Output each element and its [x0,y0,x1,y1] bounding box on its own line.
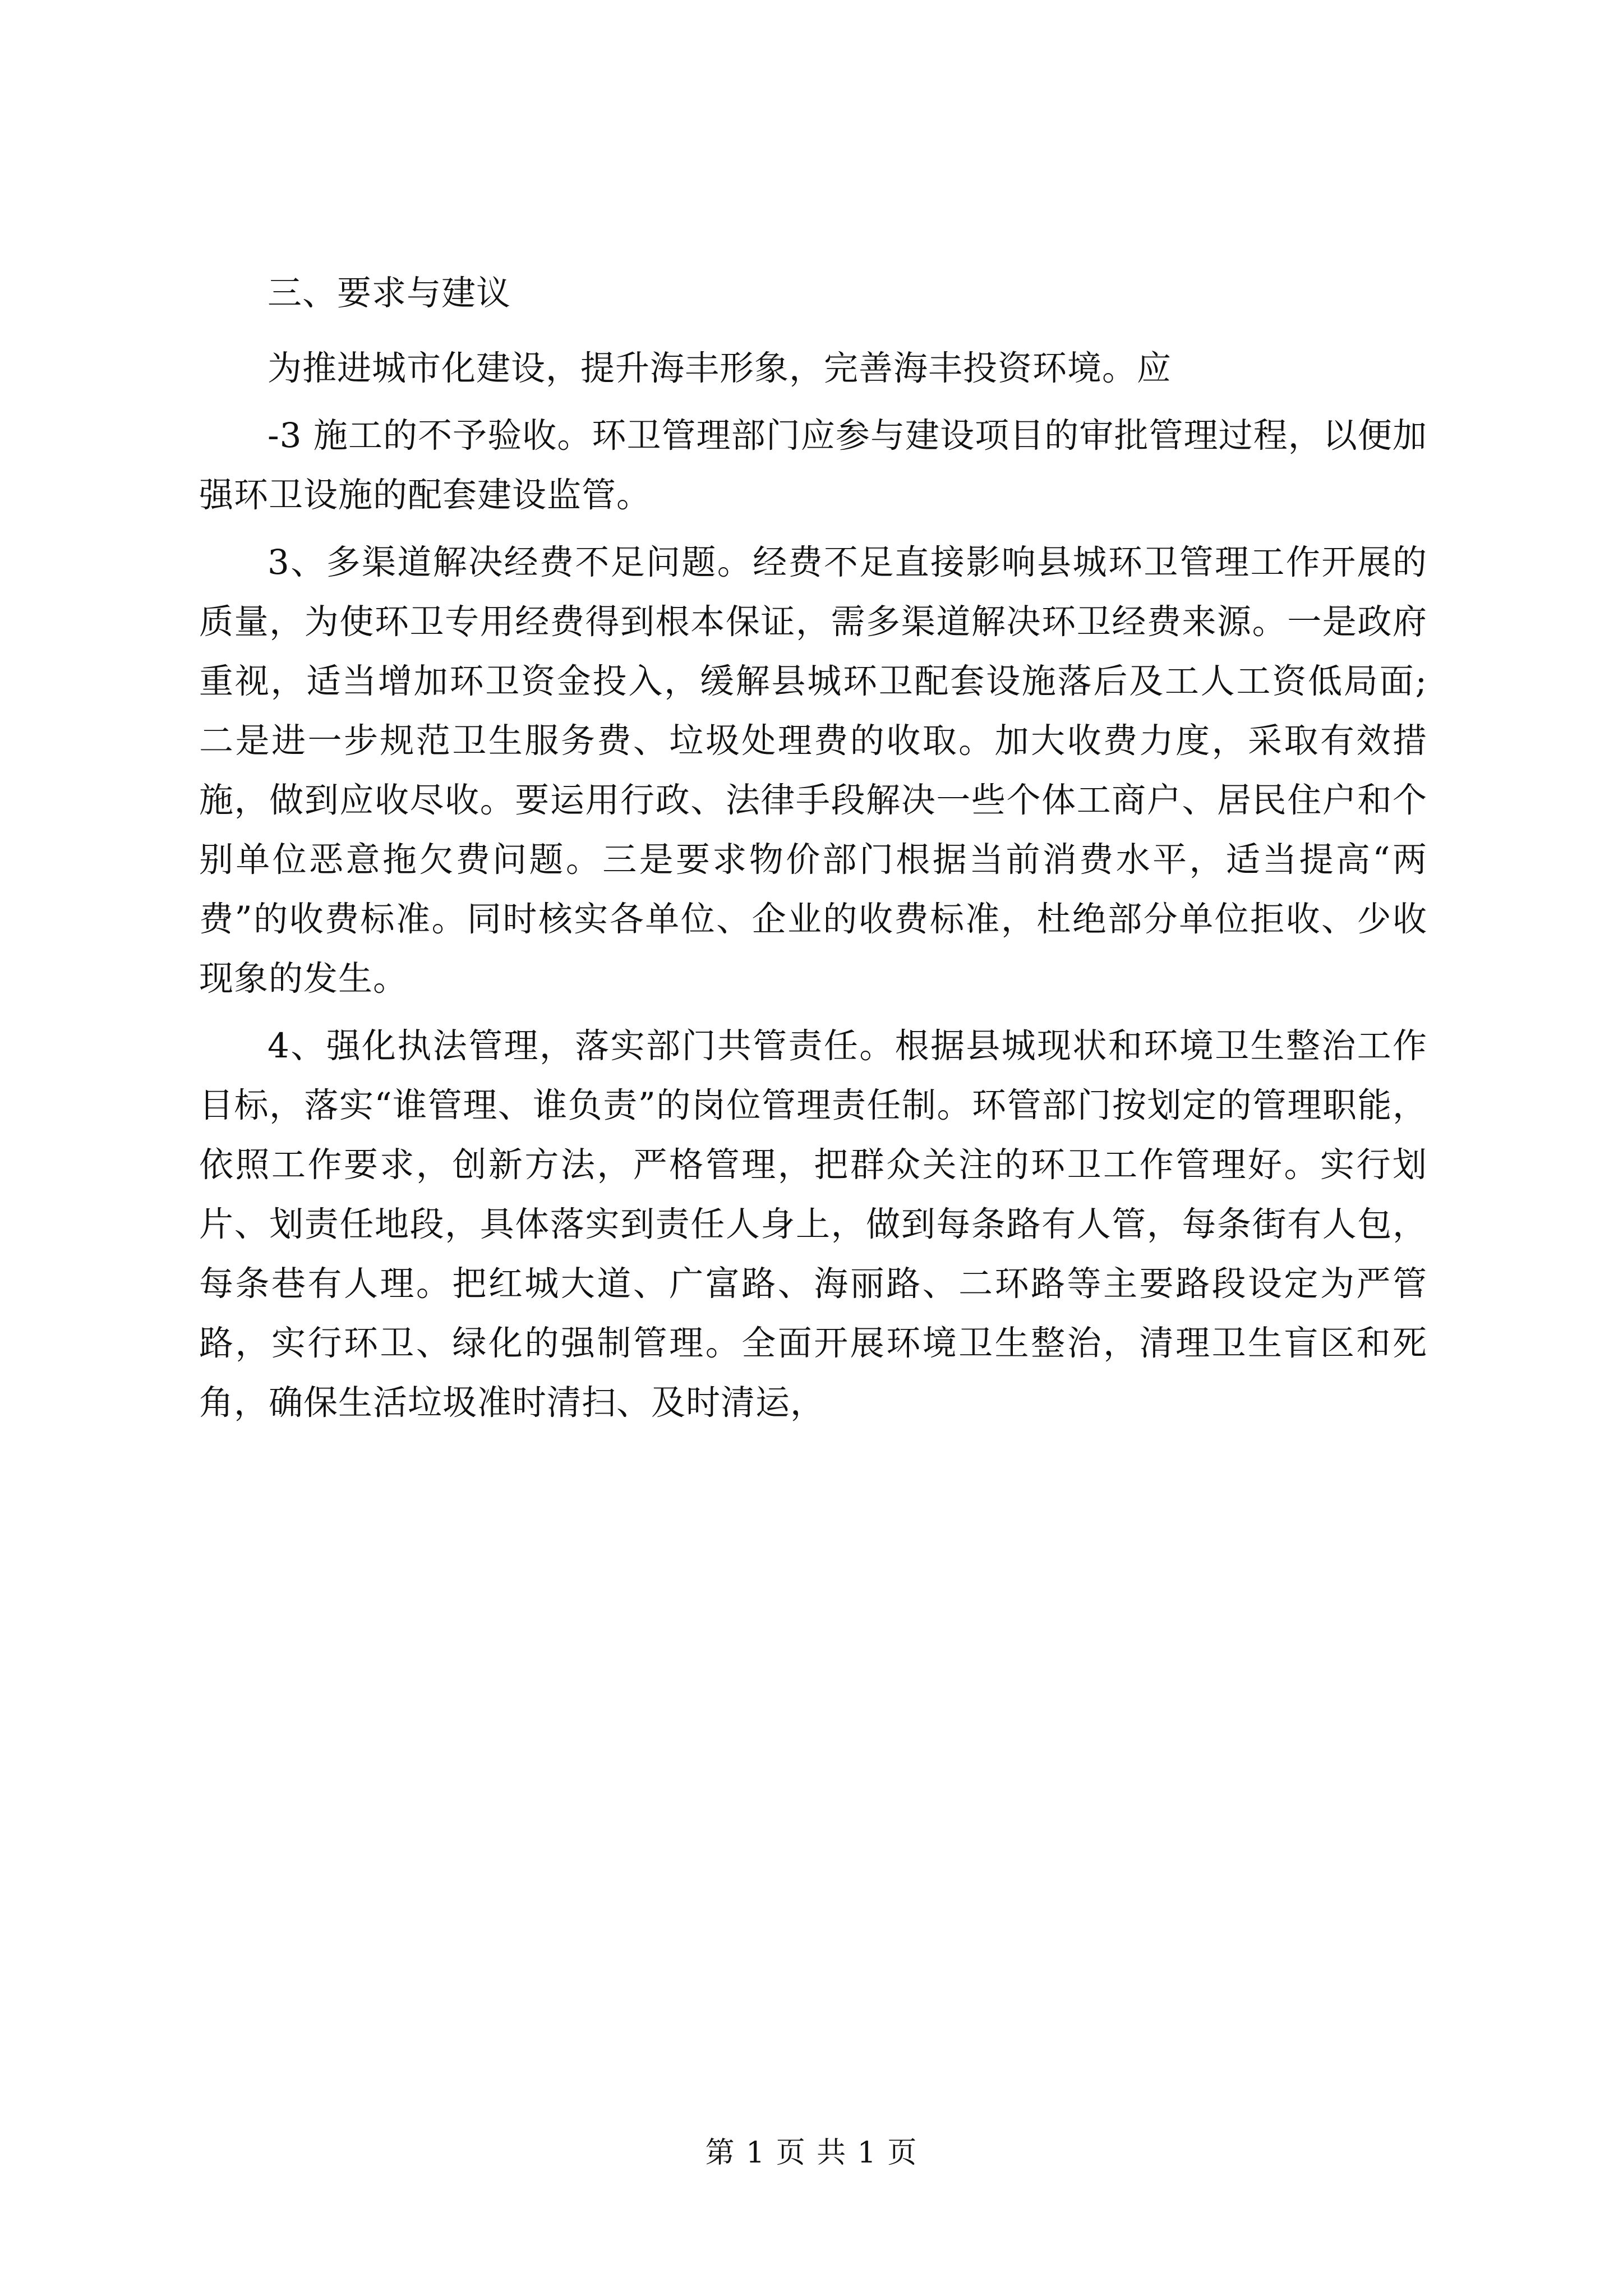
page-footer: 第 1 页 共 1 页 [705,2136,918,2170]
document-body [199,264,1427,1441]
paragraph-4: 4、强化执法管理，落实部门共管责任。根据县城现状和环境卫生整治工作目标，落实“谁管理、谁负责”的岗位管理责任制。环管部门按划定的管理职能，依照工作要求，创新方法，严格管理，把群众关注的环卫工作管理好。实行划片、划责任地段，具体落实到责任人身上，做到每条路有人管，每条街有人包，每条巷有人理。把红城大道、广富路、海丽路、二环路等主要路段设定为严管路，实行环卫、绿化的强制管理。全面开展环境卫生整治，清理卫生盲区和死角，确保生活垃圾准时清扫、及时清运， [199,1026,1427,1423]
paragraph-2: -3 施工的不予验收。环卫管理部门应参与建设项目的审批管理过程，以便加强环卫设施的配套建设监管。 [199,416,1427,515]
paragraph-3: 3、多渠道解决经费不足问题。经费不足直接影响县城环卫管理工作开展的质量，为使环卫专用经费得到根本保证，需多渠道解决环卫经费来源。一是政府重视，适当增加环卫资金投入，缓解县城环卫配套设施落后及工人工资低局面; 二是进一步规范卫生服务费、垃圾处理费的收取。加大收费力度，采取有效措施，做到应收尽收。要运用行政、法律手段解决一些个体工商户、居民住户和个别单位恶意拖欠费问题。三是要求物价部门根据当前消费水平，适当提高“两费”的收费标准。同时核实各单位、企业的收费标准，杜绝部分单位拒收、少收现象的发生。 [199,542,1427,999]
paragraph-1: 为推进城市化建设，提升海丰形象，完善海丰投资环境。应 [268,348,1172,388]
section-heading: 三、要求与建议 [268,273,511,313]
